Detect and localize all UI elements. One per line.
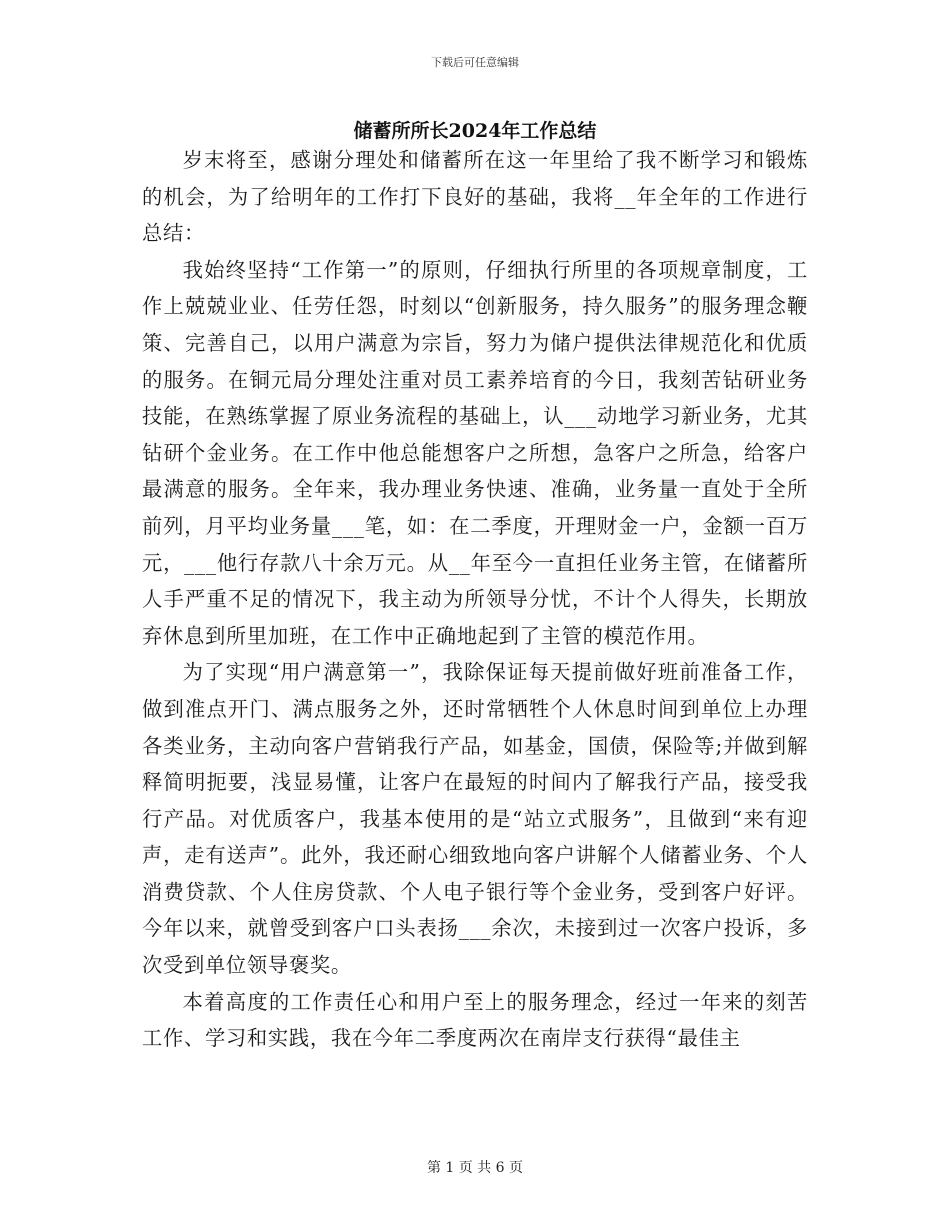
document-title: 储蓄所所长2024年工作总结 [353, 120, 597, 142]
paragraph-customer-service: 为了实现“用户满意第一”，我除保证每天提前做好班前准备工作，做到准点开门、满点服务之外，还时常牺牲个人休息时间到单位上办理各类业务，主动向客户营销我行产品，如基金，国债，保险等;并做到解释简明扼要，浅显易懂，让客户在最短的时间内了解我行产品，接受我行产品。对优质客户，我基本使用的是“站立式服务”，且做到“来有迎声，走有送声”。此外，我还耐心细致地向客户讲解个人储蓄业务、个人消费贷款、个人住房贷款、个人电子银行等个金业务，受到客户好评。今年以来，就曾受到客户口头表扬___余次，未接到过一次客户投诉，多次受到单位领导褒奖。 [142, 660, 808, 978]
paragraph-work-principles: 我始终坚持“工作第一”的原则，仔细执行所里的各项规章制度，工作上兢兢业业、任劳任怨，时刻以“创新服务，持久服务”的服务理念鞭策、完善自己，以用户满意为宗旨，努力为储户提供法律规范化和优质的服务。在铜元局分理处注重对员工素养培育的今日，我刻苦钻研业务技能，在熟练掌握了原业务流程的基础上，认___动地学习新业务，尤其钻研个金业务。在工作中他总能想客户之所想，急客户之所急，给客户最满意的服务。全年来，我办理业务快速、准确，业务量一直处于全所前列，月平均业务量___笔，如：在二季度，开理财金一户，金额一百万元，___他行存款八十余万元。从__年至今一直担任业务主管，在储蓄所人手严重不足的情况下，我主动为所领导分忧，不计个人得失，长期放弃休息到所里加班，在工作中正确地起到了主管的模范作用。 [142, 257, 808, 648]
document-body [142, 142, 808, 1057]
paragraph-achievements: 本着高度的工作责任心和用户至上的服务理念，经过一年来的刻苦工作、学习和实践，我在今年二季度两次在南岸支行获得“最佳主 [142, 989, 808, 1051]
page-number: 第 1 页 共 6 页 [426, 1160, 524, 1176]
paragraph-intro: 岁末将至，感谢分理处和储蓄所在这一年里给了我不断学习和锻炼的机会，为了给明年的工作打下良好的基础，我将__年全年的工作进行总结： [142, 148, 808, 246]
page-header-note: 下载后可任意编辑 [431, 56, 519, 69]
